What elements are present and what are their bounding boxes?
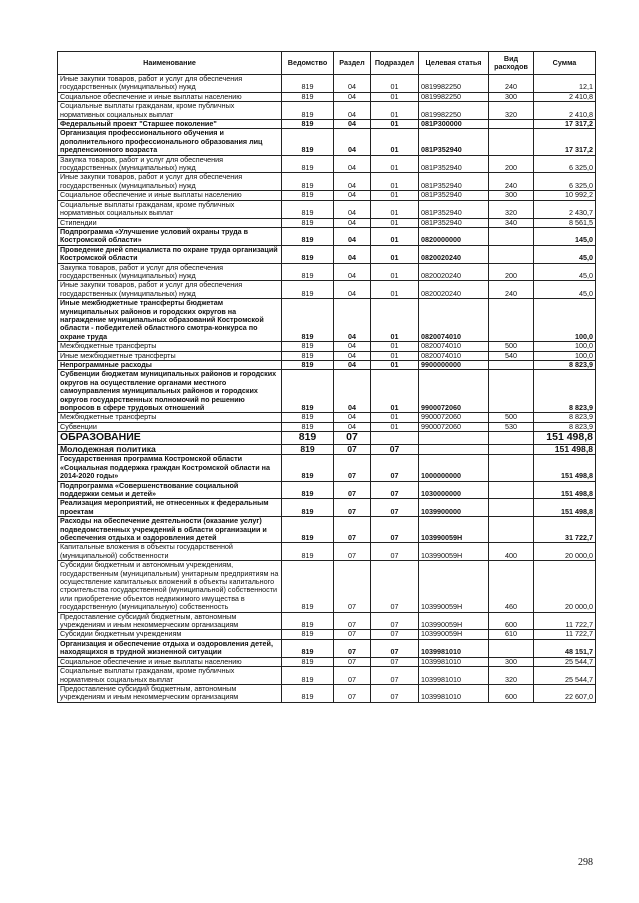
cell-sum: 2 410,8	[534, 102, 596, 120]
cell-kind: 600	[489, 612, 534, 630]
cell-kind: 540	[489, 351, 534, 360]
cell-kind: 240	[489, 75, 534, 93]
cell-sum: 8 823,9	[534, 422, 596, 431]
cell-dept: 819	[282, 191, 334, 200]
cell-section: 04	[334, 173, 371, 191]
cell-dept: 819	[282, 342, 334, 351]
cell-sum: 45,0	[534, 281, 596, 299]
cell-subsection: 07	[371, 684, 419, 702]
cell-article: 9900000000	[419, 361, 489, 370]
table-row	[58, 102, 596, 120]
cell-sum: 151 498,8	[534, 481, 596, 499]
cell-subsection: 07	[371, 543, 419, 561]
cell-section: 04	[334, 281, 371, 299]
cell-name: Социальные выплаты гражданам, кроме публичных нормативных социальных выплат	[58, 102, 282, 120]
table-row	[58, 481, 596, 499]
cell-sum: 145,0	[534, 227, 596, 245]
cell-kind: 320	[489, 667, 534, 685]
cell-subsection: 01	[371, 129, 419, 155]
cell-dept: 819	[282, 667, 334, 685]
cell-kind: 600	[489, 684, 534, 702]
table-row	[58, 155, 596, 173]
cell-subsection: 07	[371, 481, 419, 499]
cell-section: 04	[334, 342, 371, 351]
page-number: 298	[578, 857, 593, 868]
cell-dept: 819	[282, 227, 334, 245]
table-row	[58, 227, 596, 245]
cell-sum: 6 325,0	[534, 173, 596, 191]
cell-dept: 819	[282, 630, 334, 639]
cell-subsection: 01	[371, 422, 419, 431]
cell-section: 04	[334, 351, 371, 360]
budget-table-container	[57, 51, 595, 703]
cell-section: 07	[334, 499, 371, 517]
cell-sum: 45,0	[534, 263, 596, 281]
cell-subsection: 01	[371, 342, 419, 351]
cell-sum: 151 498,8	[534, 432, 596, 445]
cell-kind	[489, 120, 534, 129]
cell-section: 04	[334, 227, 371, 245]
cell-section: 04	[334, 200, 371, 218]
cell-section: 07	[334, 639, 371, 657]
cell-article: 0820074010	[419, 351, 489, 360]
cell-name: Межбюджетные трансферты	[58, 413, 282, 422]
cell-article: 9900072060	[419, 370, 489, 413]
cell-name: Межбюджетные трансферты	[58, 342, 282, 351]
table-body	[58, 75, 596, 703]
cell-name: Социальное обеспечение и иные выплаты населению	[58, 657, 282, 666]
cell-subsection: 01	[371, 413, 419, 422]
cell-name: Организация и обеспечение отдыха и оздоровления детей, находящихся в трудной жизненной ситуации	[58, 639, 282, 657]
cell-dept: 819	[282, 351, 334, 360]
cell-article: 103990059Н	[419, 561, 489, 612]
cell-subsection: 01	[371, 370, 419, 413]
cell-article: 1039981010	[419, 684, 489, 702]
cell-subsection: 07	[371, 517, 419, 543]
header-kind: Вид расходов	[489, 52, 534, 75]
cell-section: 07	[334, 455, 371, 481]
cell-sum: 2 430,7	[534, 200, 596, 218]
cell-name: Предоставление субсидий бюджетным, автономным учреждениям и иным некоммерческим организациям	[58, 612, 282, 630]
cell-section: 04	[334, 413, 371, 422]
cell-subsection: 07	[371, 630, 419, 639]
cell-name: Организация профессионального обучения и дополнительного профессионального образования лиц предпенсионного возраста	[58, 129, 282, 155]
cell-article: 081P352940	[419, 218, 489, 227]
cell-dept: 819	[282, 92, 334, 101]
cell-name: Проведение дней специалиста по охране труда организаций Костромской области	[58, 245, 282, 263]
cell-section: 07	[334, 561, 371, 612]
cell-subsection: 07	[371, 657, 419, 666]
cell-name: Непрограммные расходы	[58, 361, 282, 370]
cell-dept: 819	[282, 200, 334, 218]
cell-article: 103990059Н	[419, 543, 489, 561]
cell-dept: 819	[282, 120, 334, 129]
cell-kind: 500	[489, 413, 534, 422]
cell-sum: 151 498,8	[534, 455, 596, 481]
table-row	[58, 657, 596, 666]
cell-name: Закупка товаров, работ и услуг для обеспечения государственных (муниципальных) нужд	[58, 155, 282, 173]
cell-name: Социальные выплаты гражданам, кроме публичных нормативных социальных выплат	[58, 667, 282, 685]
cell-dept: 819	[282, 102, 334, 120]
cell-dept: 819	[282, 422, 334, 431]
cell-kind: 200	[489, 263, 534, 281]
cell-kind	[489, 361, 534, 370]
cell-dept: 819	[282, 499, 334, 517]
cell-kind	[489, 499, 534, 517]
table-row	[58, 218, 596, 227]
cell-kind: 200	[489, 155, 534, 173]
cell-dept: 819	[282, 263, 334, 281]
cell-section: 04	[334, 191, 371, 200]
cell-section: 07	[334, 630, 371, 639]
cell-article: 0820000000	[419, 227, 489, 245]
cell-kind: 300	[489, 191, 534, 200]
cell-sum: 20 000,0	[534, 543, 596, 561]
header-section: Раздел	[334, 52, 371, 75]
cell-article: 1039981010	[419, 639, 489, 657]
cell-name: Государственная программа Костромской области «Социальная поддержка граждан Костромской области на 2014-2020 годы»	[58, 455, 282, 481]
cell-section: 04	[334, 263, 371, 281]
table-row	[58, 444, 596, 455]
cell-sum: 8 823,9	[534, 361, 596, 370]
cell-name: Иные закупки товаров, работ и услуг для обеспечения государственных (муниципальных) нужд	[58, 281, 282, 299]
cell-dept: 819	[282, 432, 334, 445]
cell-name: Реализация мероприятий, не отнесенных к федеральным проектам	[58, 499, 282, 517]
table-row	[58, 245, 596, 263]
cell-section: 04	[334, 92, 371, 101]
cell-dept: 819	[282, 543, 334, 561]
table-row	[58, 129, 596, 155]
table-row	[58, 191, 596, 200]
cell-name: Подпрограмма «Улучшение условий охраны труда в Костромской области»	[58, 227, 282, 245]
cell-article: 081P352940	[419, 191, 489, 200]
cell-article: 103990059Н	[419, 630, 489, 639]
cell-name: Федеральный проект "Старшее поколение"	[58, 120, 282, 129]
cell-kind	[489, 517, 534, 543]
cell-kind	[489, 370, 534, 413]
cell-kind: 300	[489, 657, 534, 666]
cell-article: 0819982250	[419, 92, 489, 101]
cell-section: 07	[334, 444, 371, 455]
cell-subsection: 07	[371, 639, 419, 657]
table-row	[58, 263, 596, 281]
cell-kind	[489, 444, 534, 455]
cell-article: 9900072060	[419, 413, 489, 422]
cell-dept: 819	[282, 173, 334, 191]
cell-name: Иные закупки товаров, работ и услуг для обеспечения государственных (муниципальных) нужд	[58, 75, 282, 93]
cell-subsection: 01	[371, 263, 419, 281]
cell-section: 04	[334, 75, 371, 93]
cell-article: 081P300000	[419, 120, 489, 129]
table-row	[58, 351, 596, 360]
header-sum: Сумма	[534, 52, 596, 75]
cell-article: 103990059Н	[419, 612, 489, 630]
table-row	[58, 120, 596, 129]
cell-subsection: 07	[371, 561, 419, 612]
table-row	[58, 281, 596, 299]
cell-article	[419, 432, 489, 445]
cell-name: Социальное обеспечение и иные выплаты населению	[58, 191, 282, 200]
cell-kind	[489, 432, 534, 445]
budget-table	[57, 51, 596, 703]
cell-kind	[489, 639, 534, 657]
cell-section: 04	[334, 361, 371, 370]
cell-kind	[489, 455, 534, 481]
cell-name: Субсидии бюджетным учреждениям	[58, 630, 282, 639]
cell-kind	[489, 299, 534, 342]
cell-name: Социальное обеспечение и иные выплаты населению	[58, 92, 282, 101]
cell-sum: 2 410,8	[534, 92, 596, 101]
table-row	[58, 75, 596, 93]
cell-article: 081P352940	[419, 129, 489, 155]
cell-article: 1030000000	[419, 481, 489, 499]
cell-kind: 300	[489, 92, 534, 101]
header-article: Целевая статья	[419, 52, 489, 75]
cell-kind	[489, 129, 534, 155]
cell-dept: 819	[282, 561, 334, 612]
cell-dept: 819	[282, 481, 334, 499]
cell-subsection: 01	[371, 191, 419, 200]
cell-kind: 320	[489, 200, 534, 218]
table-row	[58, 499, 596, 517]
cell-sum: 100,0	[534, 351, 596, 360]
cell-section: 07	[334, 684, 371, 702]
cell-dept: 819	[282, 361, 334, 370]
cell-sum: 45,0	[534, 245, 596, 263]
cell-section: 07	[334, 612, 371, 630]
cell-kind	[489, 481, 534, 499]
cell-dept: 819	[282, 370, 334, 413]
cell-section: 07	[334, 432, 371, 445]
cell-kind: 240	[489, 281, 534, 299]
cell-article: 0820074010	[419, 342, 489, 351]
cell-article: 9900072060	[419, 422, 489, 431]
cell-subsection: 01	[371, 351, 419, 360]
cell-kind: 460	[489, 561, 534, 612]
cell-sum: 17 317,2	[534, 129, 596, 155]
cell-kind: 610	[489, 630, 534, 639]
cell-dept: 819	[282, 413, 334, 422]
cell-kind: 500	[489, 342, 534, 351]
table-row	[58, 432, 596, 445]
cell-dept: 819	[282, 444, 334, 455]
cell-article: 1039981010	[419, 667, 489, 685]
cell-subsection: 07	[371, 667, 419, 685]
cell-name: Иные закупки товаров, работ и услуг для обеспечения государственных (муниципальных) нужд	[58, 173, 282, 191]
cell-section: 07	[334, 667, 371, 685]
cell-sum: 8 823,9	[534, 413, 596, 422]
table-row	[58, 612, 596, 630]
cell-dept: 819	[282, 299, 334, 342]
header-name: Наименование	[58, 52, 282, 75]
table-row	[58, 684, 596, 702]
cell-dept: 819	[282, 75, 334, 93]
header-dept: Ведомство	[282, 52, 334, 75]
cell-subsection: 01	[371, 281, 419, 299]
table-row	[58, 455, 596, 481]
cell-sum: 25 544,7	[534, 667, 596, 685]
header-subsection: Подраздел	[371, 52, 419, 75]
cell-dept: 819	[282, 155, 334, 173]
cell-subsection: 01	[371, 92, 419, 101]
table-row	[58, 413, 596, 422]
cell-section: 04	[334, 102, 371, 120]
cell-sum: 100,0	[534, 299, 596, 342]
cell-name: Расходы на обеспечение деятельности (оказание услуг) подведомственных учреждений в области организации и обеспечения отдыха и оздоровления детей	[58, 517, 282, 543]
table-row	[58, 422, 596, 431]
cell-kind: 340	[489, 218, 534, 227]
cell-article: 0820020240	[419, 281, 489, 299]
table-row	[58, 361, 596, 370]
cell-sum: 6 325,0	[534, 155, 596, 173]
cell-article: 081P352940	[419, 155, 489, 173]
cell-article: 0820020240	[419, 245, 489, 263]
cell-article: 103990059Н	[419, 517, 489, 543]
cell-article: 0820074010	[419, 299, 489, 342]
cell-name: Капитальные вложения в объекты государственной (муниципальной) собственности	[58, 543, 282, 561]
cell-subsection: 01	[371, 120, 419, 129]
cell-subsection: 07	[371, 444, 419, 455]
table-row	[58, 92, 596, 101]
cell-section: 07	[334, 481, 371, 499]
cell-sum: 8 823,9	[534, 370, 596, 413]
cell-dept: 819	[282, 281, 334, 299]
cell-name: Субсидии бюджетным и автономным учреждениям, государственным (муниципальным) унитарным предприятиям на осуществление капитальных вложений в объекты капитального строительства государственной (муниципальной) собственности или приобретение объектов недвижимого имущества в государственную (муниципальную) собственность	[58, 561, 282, 612]
cell-name: Субвенции бюджетам муниципальных районов и городских округов на осуществление органами местного самоуправления муниципальных районов и городских округов государственных полномочий по решению вопросов в сфере трудовых отношений	[58, 370, 282, 413]
cell-name: Стипендии	[58, 218, 282, 227]
cell-sum: 17 317,2	[534, 120, 596, 129]
cell-dept: 819	[282, 639, 334, 657]
cell-article: 1039900000	[419, 499, 489, 517]
cell-subsection	[371, 432, 419, 445]
table-row	[58, 200, 596, 218]
cell-article	[419, 444, 489, 455]
cell-sum: 8 561,5	[534, 218, 596, 227]
cell-article: 0819982250	[419, 75, 489, 93]
cell-subsection: 01	[371, 173, 419, 191]
cell-subsection: 07	[371, 499, 419, 517]
cell-subsection: 01	[371, 227, 419, 245]
cell-sum: 10 992,2	[534, 191, 596, 200]
table-row	[58, 517, 596, 543]
cell-section: 04	[334, 120, 371, 129]
table-row	[58, 173, 596, 191]
cell-dept: 819	[282, 218, 334, 227]
cell-name: Предоставление субсидий бюджетным, автономным учреждениям и иным некоммерческим организациям	[58, 684, 282, 702]
cell-section: 04	[334, 129, 371, 155]
cell-name: Иные межбюджетные трансферты бюджетам муниципальных районов и городских округов на награждение муниципальных образований Костромской области - победителей областного смотра-конкурса по охране труда	[58, 299, 282, 342]
cell-subsection: 07	[371, 455, 419, 481]
cell-dept: 819	[282, 684, 334, 702]
cell-section: 04	[334, 370, 371, 413]
cell-sum: 100,0	[534, 342, 596, 351]
cell-section: 04	[334, 218, 371, 227]
cell-section: 04	[334, 245, 371, 263]
cell-subsection: 01	[371, 245, 419, 263]
cell-dept: 819	[282, 129, 334, 155]
cell-article: 1000000000	[419, 455, 489, 481]
table-row	[58, 299, 596, 342]
table-row	[58, 639, 596, 657]
cell-sum: 22 607,0	[534, 684, 596, 702]
table-row	[58, 630, 596, 639]
cell-sum: 31 722,7	[534, 517, 596, 543]
cell-kind: 530	[489, 422, 534, 431]
table-header-row	[58, 52, 596, 75]
cell-section: 04	[334, 299, 371, 342]
cell-kind: 400	[489, 543, 534, 561]
table-row	[58, 543, 596, 561]
table-row	[58, 561, 596, 612]
cell-section: 07	[334, 657, 371, 666]
cell-subsection: 07	[371, 612, 419, 630]
cell-subsection: 01	[371, 102, 419, 120]
cell-kind: 240	[489, 173, 534, 191]
cell-article: 081P352940	[419, 200, 489, 218]
cell-dept: 819	[282, 455, 334, 481]
cell-section: 04	[334, 155, 371, 173]
table-row	[58, 667, 596, 685]
cell-section: 07	[334, 543, 371, 561]
cell-name: Иные межбюджетные трансферты	[58, 351, 282, 360]
cell-section: 04	[334, 422, 371, 431]
cell-name: ОБРАЗОВАНИЕ	[58, 432, 282, 445]
cell-article: 081P352940	[419, 173, 489, 191]
cell-article: 1039981010	[419, 657, 489, 666]
cell-sum: 25 544,7	[534, 657, 596, 666]
cell-sum: 11 722,7	[534, 612, 596, 630]
cell-sum: 12,1	[534, 75, 596, 93]
cell-sum: 20 000,0	[534, 561, 596, 612]
cell-article: 0819982250	[419, 102, 489, 120]
cell-name: Закупка товаров, работ и услуг для обеспечения государственных (муниципальных) нужд	[58, 263, 282, 281]
cell-name: Социальные выплаты гражданам, кроме публичных нормативных социальных выплат	[58, 200, 282, 218]
cell-sum: 151 498,8	[534, 499, 596, 517]
cell-section: 07	[334, 517, 371, 543]
cell-subsection: 01	[371, 299, 419, 342]
cell-dept: 819	[282, 657, 334, 666]
cell-subsection: 01	[371, 361, 419, 370]
cell-dept: 819	[282, 612, 334, 630]
cell-name: Молодежная политика	[58, 444, 282, 455]
table-row	[58, 370, 596, 413]
cell-name: Подпрограмма «Совершенствование социальной поддержки семьи и детей»	[58, 481, 282, 499]
cell-dept: 819	[282, 245, 334, 263]
cell-kind	[489, 245, 534, 263]
cell-name: Субвенции	[58, 422, 282, 431]
cell-kind	[489, 227, 534, 245]
cell-subsection: 01	[371, 200, 419, 218]
cell-article: 0820020240	[419, 263, 489, 281]
cell-dept: 819	[282, 517, 334, 543]
cell-sum: 48 151,7	[534, 639, 596, 657]
table-row	[58, 342, 596, 351]
cell-sum: 11 722,7	[534, 630, 596, 639]
cell-kind: 320	[489, 102, 534, 120]
cell-subsection: 01	[371, 218, 419, 227]
cell-subsection: 01	[371, 155, 419, 173]
cell-subsection: 01	[371, 75, 419, 93]
cell-sum: 151 498,8	[534, 444, 596, 455]
